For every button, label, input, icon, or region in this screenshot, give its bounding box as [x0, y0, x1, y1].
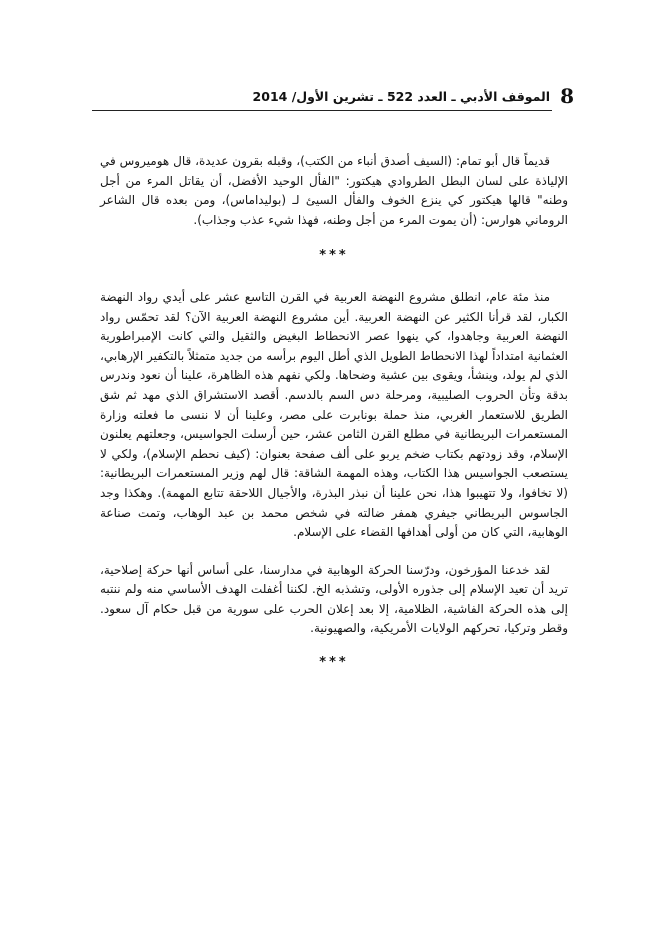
- section-separator: ***: [319, 248, 349, 264]
- page-number: 8: [560, 84, 574, 108]
- header-divider: [92, 110, 552, 111]
- page-header: [92, 86, 574, 110]
- paragraph-wahhabism: لقد خدعنا المؤرخون، ودرّسنا الحركة الوهابية في مدارسنا، على أساس أنها حركة إصلاحية، تريد أن تعيد الإسلام إلى جذوره الأولى، وتشذبه الخ. لكننا أغفلت الهدف الأساسي منه ولم ننتبه إلى هذه الحركة الفاشية، الظلامية، إلا بعد إعلان الحرب على سورية من قبل حكام آل سعود. وقطر وتركيا، تحركهم الولايات الأمريكية، والصهيونية.: [100, 562, 568, 636]
- article-body: [100, 152, 568, 673]
- paragraph-nahda: منذ مئة عام، انطلق مشروع النهضة العربية في القرن التاسع عشر على أيدي رواد النهضة الكبار، لقد قرأنا الكثير عن النهضة العربية. أين مشروع النهضة العربية الآن؟ لقد تحمّس رواد النهضة العربية وجاهدوا، كي ينهوا عصر الانحطاط البغيض والثقيل والتي كانت الإمبراطورية العثمانية امتداداً لهذا الانحطاط الطويل الذي أطل اليوم برأسه من جديد متمثلاً بالتكفير الإرهابي، الذي لم يولد، وينشأ، ويقوى بين عشية وضحاها. ولكي نفهم هذه الظاهرة، علينا أن نعود وندرس بدقة وتأن الحروب الصليبية، ومرحلة دس السم بالدسم. أقصد الاستشراق الذي مهد ثم شق الطريق للاستعمار الغربي، منذ حملة بونابرت على مصر، وعلينا أن لا ننسى ما فعلته وزارة المستعمرات البريطانية في مطلع القرن الثامن عشر، حين أرسلت الجواسيس، وجعلتهم يعلنون الإسلام، وقد زودتهم بكتاب ضخم يربو على ألف صفحة بعنوان: (كيف نحطم الإسلام)، ولكي لا يستصعب الجواسيس هذا الكتاب، وهذه المهمة الشاقة: قال لهم وزير المستعمرات البريطانية: (لا تخافوا، ولا تتهيبوا هذا، نحن علينا أن نبذر البذرة، والأجيال اللاحقة تتابع المهمة). وهكذا وجد الجاسوس البريطاني جيفري همفر ضالته في شخص محمد بن عبد الوهاب، وتمت صناعة الوهابية، التي كان من أولى أهدافها القضاء على الإسلام.: [100, 289, 568, 540]
- section-separator: ***: [319, 655, 349, 671]
- running-title: الموقف الأدبي ـ العدد 522 ـ تشرين الأول/ 2014: [252, 89, 550, 104]
- paragraph-intro: قديماً قال أبو تمام: (السيف أصدق أنباء من الكتب)، وقبله بقرون عديدة، قال هوميروس في الإلياذة على لسان البطل الطروادي هيكتور: "الفأل الوحيد الأفضل، أن يقاتل المرء من أجل وطنه" قالها هيكتور كي ينزع الخوف والفأل السيئ لـ (بوليداماس)، ومن بعده قال الشاعر الروماني هوارس: (أن يموت المرء من أجل وطنه، فهذا شيء عذب وجذاب).: [100, 154, 568, 227]
